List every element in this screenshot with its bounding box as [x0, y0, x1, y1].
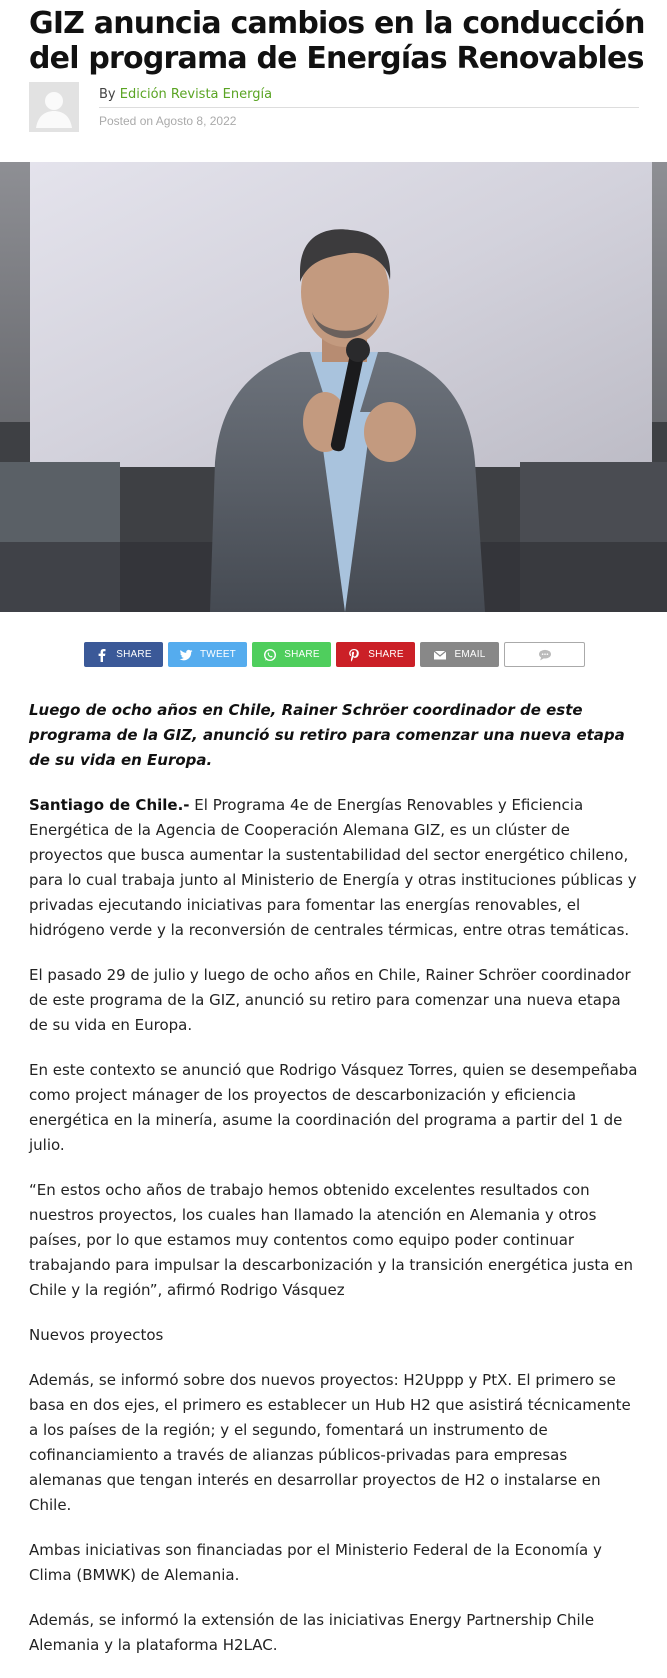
paragraph-2: El pasado 29 de julio y luego de ocho años en Chile, Rainer Schröer coordinador de este programa de la GIZ, anunció su retiro para comenzar una nueva etapa de su vida en Europa. — [29, 966, 631, 1034]
email-share-button[interactable] — [420, 642, 499, 667]
comments-button[interactable] — [504, 642, 585, 667]
hero-image — [0, 162, 667, 612]
twitter-icon — [179, 648, 193, 662]
whatsapp-share-label: SHARE — [284, 649, 320, 660]
paragraph-4-quote: “En estos ocho años de trabajo hemos obtenido excelentes resultados con nuestros proyectos, los cuales han llamado la atención en Alemania y otros países, por lo que estamos muy contentos como equipo poder continuar trabajando para impulsar la descarbonización y la transición energética justa en Chile y la región”, afirmó Rodrigo Vásquez — [29, 1181, 633, 1299]
paragraph-3: En este contexto se anunció que Rodrigo Vásquez Torres, quien se desempeñaba como project mánager de los proyectos de descarbonización y eficiencia energética en la minería, asume la coordinación del programa a partir del 1 de julio. — [29, 1061, 638, 1154]
envelope-icon — [433, 648, 447, 662]
pinterest-share-label: SHARE — [368, 649, 404, 660]
paragraph-8: Además, se informó la extensión de las iniciativas Energy Partnership Chile Alemania y la plataforma H2LAC. — [29, 1611, 595, 1654]
twitter-share-label: TWEET — [200, 649, 236, 660]
facebook-icon — [95, 648, 109, 662]
paragraph-7: Ambas iniciativas son financiadas por el Ministerio Federal de la Economía y Clima (BMWK) de Alemania. — [29, 1541, 602, 1584]
article-body — [29, 698, 644, 1678]
article-title: GIZ anuncia cambios en la conducción del programa de Energías Renovables — [29, 6, 645, 76]
dateline: Santiago de Chile.- — [29, 796, 190, 814]
author-link[interactable]: Edición Revista Energía — [119, 87, 273, 102]
facebook-share-label: SHARE — [116, 649, 152, 660]
post-date-value: Agosto 8, 2022 — [155, 114, 237, 128]
speaker-photo — [0, 162, 667, 612]
share-bar — [84, 642, 594, 669]
pinterest-icon — [347, 648, 361, 662]
byline-prefix: By — [99, 87, 116, 102]
author-avatar[interactable] — [29, 82, 79, 132]
paragraph-1-text: El Programa 4e de Energías Renovables y Eficiencia Energética de la Agencia de Cooperación Alemana GIZ, es un clúster de proyectos que busca aumentar la sustentabilidad del sector energético chileno, para lo cual trabaja junto al Ministerio de Energía y otras instituciones públicas y privadas ejecutando iniciativas para fomentar las energías renovables, el hidrógeno verde y la reconversión de centrales térmicas, entre otras temáticas. — [29, 796, 637, 939]
comment-bubble-icon — [538, 648, 552, 662]
article-lead: Luego de ocho años en Chile, Rainer Schröer coordinador de este programa de la GIZ, anunció su retiro para comenzar una nueva etapa de su vida en Europa. — [29, 701, 625, 769]
twitter-share-button[interactable] — [168, 642, 247, 667]
whatsapp-share-button[interactable] — [252, 642, 331, 667]
subheading-nuevos-proyectos: Nuevos proyectos — [29, 1326, 164, 1344]
byline — [29, 82, 639, 132]
whatsapp-icon — [263, 648, 277, 662]
post-date — [99, 114, 236, 128]
posted-prefix: Posted on — [99, 114, 154, 128]
paragraph-6: Además, se informó sobre dos nuevos proyectos: H2Uppp y PtX. El primero se basa en dos ejes, el primero es establecer un Hub H2 que asistirá técnicamente a los países de la región; y el segundo, fomentará un instrumento de cofinanciamiento a través de alianzas públicos-privadas para empresas alemanas que tengan interés en desarrollar proyectos de H2 o instalarse en Chile. — [29, 1371, 631, 1514]
author-line — [99, 86, 639, 108]
pinterest-share-button[interactable] — [336, 642, 415, 667]
email-share-label: EMAIL — [454, 649, 486, 660]
facebook-share-button[interactable] — [84, 642, 163, 667]
user-silhouette-icon — [29, 82, 79, 132]
paragraph-1 — [29, 793, 644, 943]
